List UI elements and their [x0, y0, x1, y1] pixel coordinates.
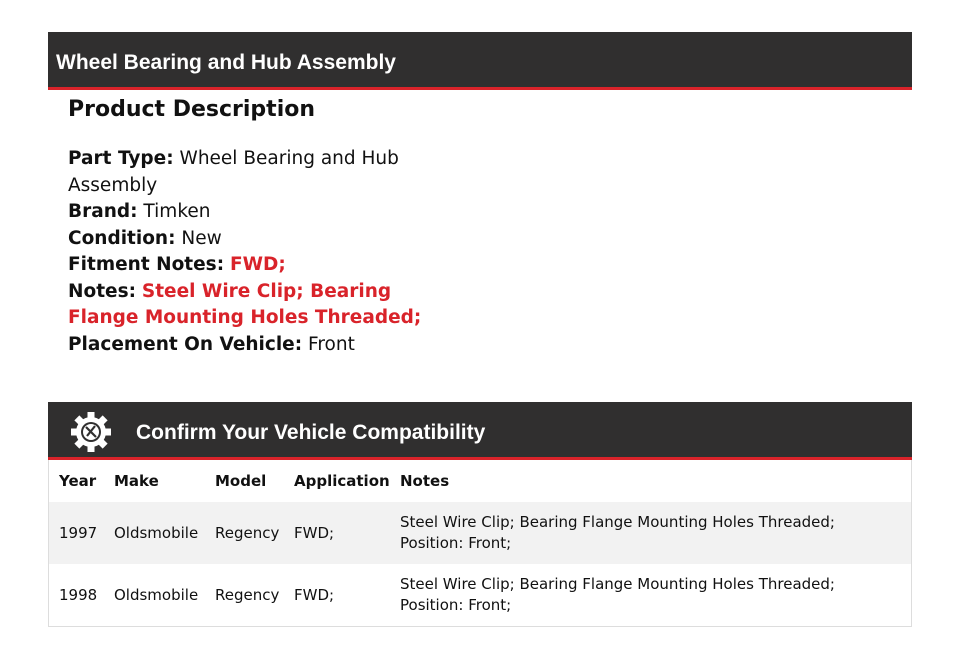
cell-year: 1997 — [49, 502, 105, 564]
field-part-type: Part Type: Wheel Bearing and Hub Assembly — [68, 148, 399, 196]
cell-application: FWD; — [284, 502, 390, 564]
cell-notes: Steel Wire Clip; Bearing Flange Mounting Holes Threaded; Position: Front; — [390, 502, 912, 564]
description-heading: Product Description — [68, 97, 316, 122]
column-application: Application — [294, 472, 390, 490]
compatibility-title: Confirm Your Vehicle Compatibility — [136, 421, 486, 444]
field-placement: Placement On Vehicle: Front — [68, 333, 355, 355]
cell-year: 1998 — [59, 585, 98, 604]
column-year: Year — [59, 472, 97, 490]
table-row — [49, 564, 912, 627]
field-fitment-notes: Fitment Notes: FWD; — [68, 254, 286, 275]
field-brand: Brand: Timken — [68, 201, 211, 222]
table-header-row — [49, 460, 912, 502]
product-title-bar — [48, 32, 912, 90]
cell-model: Regency — [215, 585, 280, 604]
compatibility-table — [48, 460, 912, 627]
product-description — [68, 97, 438, 358]
column-notes: Notes — [400, 472, 450, 490]
product-title: Wheel Bearing and Hub Assembly — [56, 51, 396, 74]
cell-application: FWD; — [294, 585, 335, 604]
table-row — [49, 502, 912, 564]
cell-make: Oldsmobile — [104, 502, 205, 564]
cell-model: Regency — [205, 502, 284, 564]
gear-wrench-icon — [70, 411, 112, 453]
column-make: Make — [114, 472, 159, 490]
cell-make: Oldsmobile — [114, 585, 199, 604]
field-condition: Condition: New — [68, 227, 222, 249]
field-notes: Notes: Steel Wire Clip; Bearing Flange Mounting Holes Threaded; — [68, 280, 422, 328]
cell-notes: Steel Wire Clip; Bearing Flange Mounting Holes Threaded; Position: Front; — [400, 575, 835, 614]
column-model: Model — [215, 472, 267, 490]
compatibility-bar — [48, 402, 912, 460]
